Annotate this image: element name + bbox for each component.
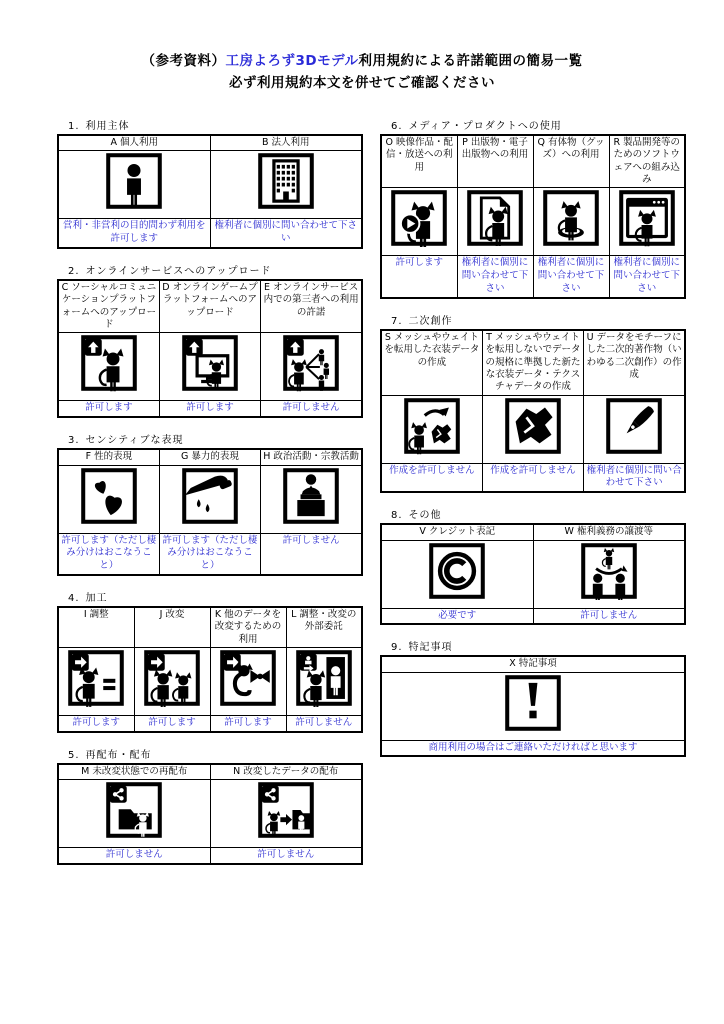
- cell-result-J: 許可します: [134, 715, 210, 731]
- cell-result-O: 許可します: [381, 256, 457, 298]
- derivative-work-icon: [605, 415, 663, 434]
- exclamation-icon: [504, 692, 562, 711]
- section-heading: 4. 加工: [68, 592, 108, 604]
- permission-table: [380, 523, 686, 625]
- permission-table: [380, 134, 686, 299]
- adjust-icon: [67, 667, 125, 686]
- cell-icon-Q: [533, 188, 609, 256]
- cell-header-U: U データをモチーフにした二次的著作物（いわゆる二次創作）の作成: [584, 330, 685, 395]
- costume-new-icon: [504, 415, 562, 434]
- redistribute-icon: [105, 800, 163, 819]
- cell-result-U: 権利者に個別に問い合わせて下さい: [584, 463, 685, 492]
- cell-header-T: T メッシュやウェイトを転用しないでデータの規格に準拠した新たな衣装データ・テクスチャデータの作成: [482, 330, 583, 395]
- cell-icon-J: [134, 647, 210, 715]
- cell-icon-B: [210, 151, 362, 219]
- knife-icon: [181, 485, 239, 504]
- section-heading: 3. センシティブな表現: [68, 435, 184, 447]
- distribute-modified-icon: [257, 800, 315, 819]
- section-3: [57, 431, 363, 576]
- video-icon: [390, 208, 448, 227]
- cell-header-D: D オンラインゲームプラットフォームへのアップロード: [159, 280, 260, 333]
- building-icon: [257, 171, 315, 190]
- title-brand: 工房よろず3Dモデル: [225, 53, 359, 69]
- cell-icon-V: [381, 540, 533, 608]
- upload-license-icon: [282, 353, 340, 372]
- publication-icon: [466, 208, 524, 227]
- outsource-icon: [295, 667, 353, 686]
- section-7: [380, 312, 686, 493]
- cell-result-T: 作成を許可しません: [482, 463, 583, 492]
- cell-icon-G: [159, 465, 260, 533]
- cell-result-E: 許可しません: [261, 401, 362, 417]
- section-8: [380, 506, 686, 625]
- cell-result-M: 許可しません: [58, 848, 210, 864]
- cell-icon-N: [210, 780, 362, 848]
- page-title: [0, 50, 724, 95]
- cell-icon-R: [609, 188, 685, 256]
- cell-icon-E: [261, 333, 362, 401]
- cell-icon-M: [58, 780, 210, 848]
- title-prefix: （参考資料）: [141, 53, 226, 69]
- permission-table: [57, 279, 363, 418]
- cell-icon-W: [533, 540, 685, 608]
- cell-icon-P: [457, 188, 533, 256]
- cell-result-F: 許可します（ただし棲み分けはおこなうこと）: [58, 533, 159, 575]
- title-suffix: 利用規約による許諾範囲の簡易一覧: [358, 53, 583, 69]
- cell-icon-S: [381, 395, 482, 463]
- cell-header-S: S メッシュやウェイトを転用した衣装データの作成: [381, 330, 482, 395]
- section-9: [380, 638, 686, 757]
- modify-other-data-icon: [219, 667, 277, 686]
- cell-result-N: 許可しません: [210, 848, 362, 864]
- cell-header-N: N 改変したデータの配布: [210, 764, 362, 780]
- cell-header-V: V クレジット表記: [381, 524, 533, 540]
- upload-game-icon: [181, 353, 239, 372]
- title-subtitle: 必ず利用規約本文を併せてご確認ください: [229, 75, 495, 92]
- costume-reuse-icon: [403, 415, 461, 434]
- permission-table: [57, 134, 363, 249]
- cell-icon-F: [58, 465, 159, 533]
- cell-header-P: P 出版物・電子出版物への利用: [457, 135, 533, 188]
- cell-header-C: C ソーシャルコミュニケーションプラットフォームへのアップロード: [58, 280, 159, 333]
- modify-icon: [143, 667, 201, 686]
- column-left: [57, 117, 363, 878]
- permission-table: [57, 448, 363, 576]
- cell-result-V: 必要です: [381, 608, 533, 624]
- cell-icon-C: [58, 333, 159, 401]
- cell-header-A: A 個人利用: [58, 135, 210, 151]
- cell-header-K: K 他のデータを改変するための利用: [210, 607, 286, 648]
- cell-header-B: B 法人利用: [210, 135, 362, 151]
- section-heading: 5. 再配布・配布: [68, 749, 152, 761]
- section-5: [57, 746, 363, 865]
- cell-result-D: 許可します: [159, 401, 260, 417]
- cell-header-F: F 性的表現: [58, 449, 159, 465]
- section-heading: 1. 利用主体: [68, 121, 130, 132]
- cell-result-H: 許可しません: [261, 533, 362, 575]
- section-4: [57, 589, 363, 733]
- cell-header-H: H 政治活動・宗教活動: [261, 449, 362, 465]
- cell-header-R: R 製品開発等のためのソフトウェアへの組み込み: [609, 135, 685, 188]
- section-heading: 2. オンラインサービスへのアップロード: [68, 265, 272, 277]
- title-line-1: [0, 50, 724, 72]
- permission-table: [57, 763, 363, 865]
- rights-transfer-icon: [580, 560, 638, 579]
- section-2: [57, 262, 363, 418]
- cell-header-X: X 特記事項: [381, 656, 685, 672]
- cell-header-W: W 権利義務の譲渡等: [533, 524, 685, 540]
- cell-icon-A: [58, 151, 210, 219]
- cell-header-G: G 暴力的表現: [159, 449, 260, 465]
- cell-icon-T: [482, 395, 583, 463]
- goods-icon: [542, 208, 600, 227]
- cell-result-L: 許可しません: [286, 715, 362, 731]
- cell-header-I: I 調整: [58, 607, 134, 648]
- cell-result-C: 許可します: [58, 401, 159, 417]
- cell-icon-X: [381, 672, 685, 740]
- cell-result-I: 許可します: [58, 715, 134, 731]
- credit-icon: [428, 560, 486, 579]
- cell-result-Q: 権利者に個別に問い合わせて下さい: [533, 256, 609, 298]
- section-heading: 6. メディア・プロダクトへの使用: [391, 121, 562, 132]
- cell-icon-D: [159, 333, 260, 401]
- person-icon: [105, 171, 163, 190]
- permission-table: [380, 329, 686, 493]
- cell-icon-L: [286, 647, 362, 715]
- cell-icon-H: [261, 465, 362, 533]
- permission-table: [57, 606, 363, 733]
- section-1: [57, 117, 363, 249]
- cell-icon-O: [381, 188, 457, 256]
- cell-header-O: O 映像作品・配信・放送への利用: [381, 135, 457, 188]
- cell-result-K: 許可します: [210, 715, 286, 731]
- cell-header-M: M 未改変状態での再配布: [58, 764, 210, 780]
- cell-header-L: L 調整・改変の外部委託: [286, 607, 362, 648]
- software-icon: [618, 208, 676, 227]
- cell-header-Q: Q 有体物（グッズ）への利用: [533, 135, 609, 188]
- cell-header-J: J 改変: [134, 607, 210, 648]
- cell-result-R: 権利者に個別に問い合わせて下さい: [609, 256, 685, 298]
- section-6: [380, 117, 686, 299]
- cell-result-P: 権利者に個別に問い合わせて下さい: [457, 256, 533, 298]
- cell-icon-U: [584, 395, 685, 463]
- cell-icon-I: [58, 647, 134, 715]
- cell-result-W: 許可しません: [533, 608, 685, 624]
- podium-icon: [282, 485, 340, 504]
- hearts-icon: [80, 485, 138, 504]
- section-heading: 7. 二次創作: [391, 315, 453, 327]
- section-heading: 8. その他: [391, 510, 442, 522]
- cell-header-E: E オンラインサービス内での第三者への利用の許諾: [261, 280, 362, 333]
- cell-icon-K: [210, 647, 286, 715]
- permission-table: [380, 655, 686, 757]
- cell-result-A: 営利・非営利の目的問わず利用を許可します: [58, 219, 210, 248]
- cell-result-X: 商用利用の場合はご連絡いただければと思います: [381, 740, 685, 756]
- cell-result-B: 権利者に個別に問い合わせて下さい: [210, 219, 362, 248]
- cell-result-S: 作成を許可しません: [381, 463, 482, 492]
- upload-social-icon: [80, 353, 138, 372]
- column-right: [380, 117, 686, 770]
- cell-result-G: 許可します（ただし棲み分けはおこなうこと）: [159, 533, 260, 575]
- section-heading: 9. 特記事項: [391, 642, 453, 654]
